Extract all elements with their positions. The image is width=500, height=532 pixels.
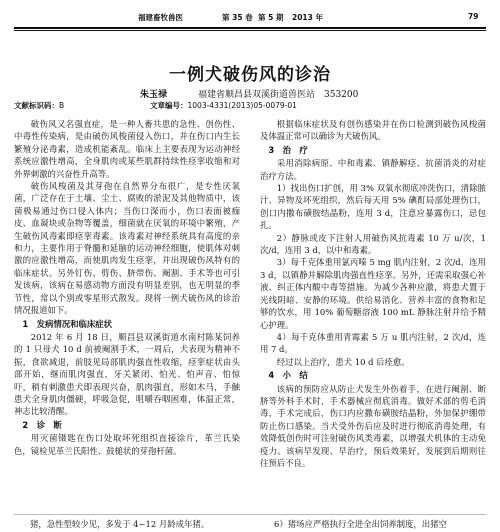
journal-name: 福建畜牧兽医 xyxy=(138,13,183,22)
running-header xyxy=(0,0,500,30)
author-affiliation: 福建省顺昌县双溪街道兽医站 353200 xyxy=(198,90,359,100)
journal-volume: 第 35 卷 xyxy=(222,13,253,22)
intro-paragraph-2: 破伤风梭菌及其芽孢在自然界分布很广，是专性厌氧菌，广泛存在于土壤、尘土、腐败的淤泥及其他物质中，该菌极易通过伤口侵入体内；当伤口深而小，伤口表面被痂皮、血凝块或杂物等覆盖，细菌就在厌氧的环境中繁殖，产生破伤风毒素即痉挛毒素。该毒素对神经系统具有高度的亲和力，主要作用于脊髓和延脑的运动神经细胞，使肌体对刺激的应激性增高，而使肌肉发生痉挛，并出现破伤风特有的临床症状。另外钉伤、剪伤、脐带伤、阉割、手术等也可引发该病，该病在易感动物方面没有明显差别，也无明显的季节性，常以个别或零星形式散发。现将一例犬破伤风的诊治情况报道如下。 xyxy=(14,181,240,316)
article-title: 一例犬破伤风的诊治 xyxy=(169,65,331,85)
section-3-intro: 采用消除病原、中和毒素、镇静解痉、抗菌消炎的对症治疗方法。 xyxy=(260,158,486,181)
next-article-left-fragment: 猪，急性型较少见，多发于 4~12 月龄成年猪。 xyxy=(30,519,210,529)
treatment-step-1: 1）找出伤口扩创，用 3% 双氧水彻底冲洗伤口，清除脓汁、异物及坏死组织，然后每天用 5% 碘酊局部处理伤口，创口内撒布磺胺结晶粉，连用 3 d，注意应暴露伤口，忌包扎。 xyxy=(260,183,486,231)
article-number-value: 1003-4331(2013)05-0079-01 xyxy=(187,101,297,110)
bottom-divider xyxy=(14,514,486,515)
treatment-step-4: 4）每千克体重用青霉素 5 万 u 肌内注射，2 次/d，连用 7 d。 xyxy=(260,331,486,355)
page-number: 79 xyxy=(468,12,479,21)
header-rule-thin xyxy=(14,30,486,31)
treatment-step-2: 2）静脉或皮下注射人用破伤风抗毒素 10 万 u/次，1 次/d，连用 3 d，以中和毒素。 xyxy=(260,232,486,256)
section-2-heading: 2 诊 断 xyxy=(22,419,62,430)
section-4-heading: 4 小 结 xyxy=(268,370,308,381)
section-1-body: 2012 年 6 月 18 日，顺昌县双溪街道水南村陈某饲养的 1 只母犬 10 d 前被阉割手术，一周后，犬表现为精神不振，食欲减退，前肢见局部肌肉强直性收缩，痉挛症状由头部开始，继而肌肉强直，牙关紧闭、怕光、怕声音、怕惊吓，稍有刺激患犬即表现兴奋，肌肉强直，形如木马，手触患犬全身肌肉僵硬，呼吸急促，咀嚼吞咽困难，体温正常，神志比较清醒。 xyxy=(14,331,240,417)
next-article-right-fragment: 6）猪场应严格执行全进全出饲养制度，出猪空 xyxy=(274,519,447,529)
document-code-value: B xyxy=(59,101,65,110)
right-column xyxy=(260,118,486,469)
intro-paragraph-1: 破伤风又名强直症，是一种人畜共患的急性、创伤性、中毒性传染病，是由破伤风梭菌侵入伤口，并在伤口内生长繁殖分泌毒素，造成机能紊乱。临床上主要表现为运动神经系统应激性增高，全身肌肉或某些肌群持续性痉挛收缩和对外界刺激的兴奋性升高等。 xyxy=(14,119,240,179)
treatment-step-3: 3）每千克体重用氯丙嗪 5 mg 肌内注射，2 次/d，连用 3 d，以镇静并解除肌肉强直性痉挛。另外，还需采取强心补液、纠正体内酸中毒等措施。为减少各种应激，将患犬置于光线阴暗、安静的环境。供给易消化、营养丰富的食物和足够的饮水，用 10% 葡萄糖溶液 100 mL 静脉注射并给予精心护理。 xyxy=(260,257,486,330)
article-author: 朱玉禄 xyxy=(140,90,168,100)
header-rule xyxy=(14,27,486,29)
journal-year: 2013 年 xyxy=(292,13,323,22)
section-3-heading: 3 治 疗 xyxy=(268,144,308,155)
journal-issue: 第 5 期 xyxy=(258,13,284,22)
section-1-heading: 1 发病情况和临床症状 xyxy=(22,318,112,329)
diagnosis-continued: 根据临床症状及有创伤感染并在伤口检测到破伤风梭菌及体温正常可以确诊为犬破伤风。 xyxy=(260,119,486,142)
treatment-outcome: 经过以上治疗，患犬 10 d 后痊愈。 xyxy=(276,356,410,367)
section-4-body: 该病的预防应从防止犬发生外伤着手，在进行阉割、断脐等外科手术时，手术器械应彻底消毒。做好术部的剪毛消毒，手术完成后，伤口内应撒布磺胺结晶粉，外加保护绷带防止伤口感染。当犬受外伤后应及时进行彻底消毒处理，有效降低创伤时可注射破伤风类毒素，以增强犬机体的主动免疫力。该病早发现、早治疗，预后效果好，发展到后期则往往预后不良。 xyxy=(260,383,486,468)
left-column xyxy=(14,118,240,457)
document-code: 文献标识码：B xyxy=(14,101,65,110)
section-2-body: 用灭菌镊匙在伤口处取坏死组织直接涂片，革兰氏染色，镜检见革兰氏阳性、鼓槌状的芽孢杆菌。 xyxy=(14,433,240,456)
article-number-label: 文章编号 xyxy=(150,101,180,110)
document-code-label: 文献标识码 xyxy=(14,101,52,110)
article-number: 文章编号：1003-4331(2013)05-0079-01 xyxy=(150,101,297,110)
